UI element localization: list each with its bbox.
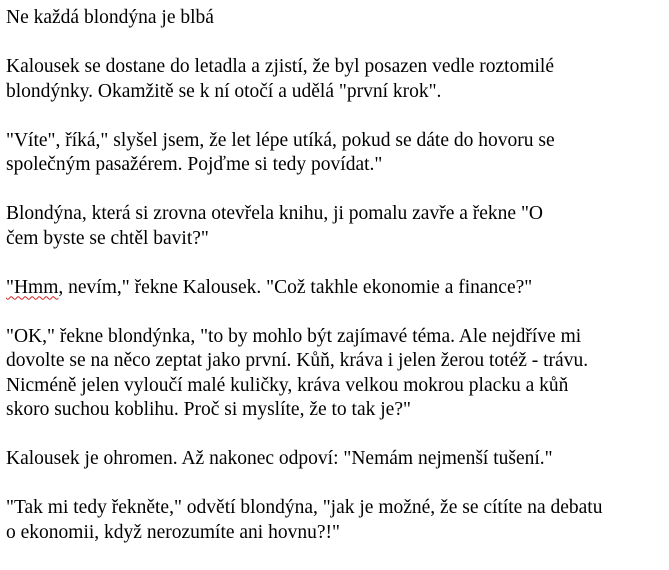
paragraph-5	[6, 325, 666, 423]
paragraph-4	[6, 276, 666, 301]
text-line: o ekonomii, když nerozumíte ani hovnu?!"	[6, 521, 340, 543]
text-line: Nicméně jelen vyloučí malé kuličky, kráva velkou mokrou placku a kůň	[6, 374, 569, 396]
spellcheck-flagged-word: "Hmm	[6, 276, 59, 298]
text-line: Kalousek se dostane do letadla a zjistí, že byl posazen vedle roztomilé	[6, 56, 554, 77]
text-line: blondýnky. Okamžitě se k ní otočí a udělá "první krok".	[6, 80, 442, 102]
document-title: Ne každá blondýna je blbá	[6, 7, 214, 28]
paragraph-7	[6, 496, 666, 545]
text-line: dovolte se na něco zeptat jako první. Kůň, kráva i jelen žerou totéž - trávu.	[6, 350, 589, 371]
text-line	[6, 276, 666, 301]
text-line: čem byste se chtěl bavit?"	[6, 227, 209, 249]
paragraph-1	[6, 55, 666, 104]
text-line: společným pasažérem. Pojďme si tedy povídat."	[6, 154, 383, 175]
text-line: skoro suchou koblihu. Proč si myslíte, že to tak je?"	[6, 399, 411, 420]
paragraph-3	[6, 202, 666, 251]
text-line: "Tak mi tedy řekněte," odvětí blondýna, "jak je možné, že se cítíte na debatu	[6, 497, 603, 518]
text-line: "OK," řekne blondýnka, "to by mohlo být zajímavé téma. Ale nejdříve mi	[6, 325, 582, 347]
paragraph-6	[6, 447, 666, 472]
paragraph-2	[6, 129, 666, 178]
text-line: Blondýna, která si zrovna otevřela knihu, ji pomalu zavře a řekne "O	[6, 203, 543, 224]
text-line: "Víte", říká," slyšel jsem, že let lépe utíká, pokud se dáte do hovoru se	[6, 129, 555, 151]
document-body	[6, 6, 666, 570]
text-run: , nevím," řekne Kalousek. "Což takhle ekonomie a finance?"	[58, 276, 533, 298]
text-line: Kalousek je ohromen. Až nakonec odpoví: "Nemám nejmenší tušení."	[6, 448, 553, 469]
